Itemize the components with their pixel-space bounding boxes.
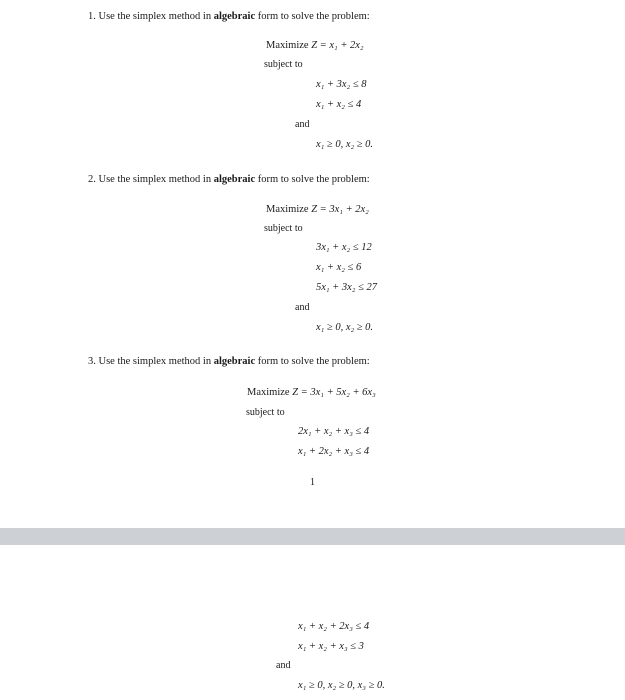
problem-1-and: and — [295, 119, 310, 130]
page-separator — [0, 528, 625, 545]
problem-2-objective-line — [266, 205, 369, 216]
problem-2-maximize: Maximize — [266, 204, 309, 215]
problem-2-intro-before: Use the simplex method in — [98, 174, 212, 185]
problem-3-intro-after: form to solve the problem: — [257, 356, 370, 367]
problem-1-number: 1. — [88, 11, 96, 22]
problem-2-number: 2. — [88, 174, 96, 185]
problem-3-maximize: Maximize — [247, 387, 290, 398]
problem-2-intro-after: form to solve the problem: — [257, 174, 370, 185]
problem-1-constraint: x₁ + x₂ ≤ 4 — [316, 99, 362, 110]
problem-3-and: and — [276, 660, 291, 671]
problem-3-intro-before: Use the simplex method in — [98, 356, 212, 367]
page-number: 1 — [310, 477, 315, 488]
problem-3-constraint: 2x₁ + x₂ + x₃ ≤ 4 — [298, 426, 370, 437]
problem-1-intro-bold: algebraic — [213, 11, 256, 22]
problem-2-and: and — [295, 302, 310, 313]
problem-3-intro-bold: algebraic — [213, 356, 256, 367]
problem-3-constraint: x₁ + x₂ + 2x₃ ≤ 4 — [298, 621, 370, 632]
problem-3-number: 3. — [88, 356, 96, 367]
problem-3-subject-to: subject to — [246, 407, 285, 418]
problem-1-constraint: x₁ + 3x₂ ≤ 8 — [316, 79, 367, 90]
problem-1-maximize: Maximize — [266, 40, 309, 51]
problem-1-intro-after: form to solve the problem: — [257, 11, 370, 22]
problem-1-subject-to: subject to — [264, 59, 303, 70]
problem-1-nonnegativity: x₁ ≥ 0, x₂ ≥ 0. — [316, 139, 374, 150]
problem-3-constraint: x₁ + x₂ + x₃ ≤ 3 — [298, 641, 364, 652]
problem-2-constraint: 5x₁ + 3x₂ ≤ 27 — [316, 282, 377, 293]
problem-3-statement — [88, 357, 370, 368]
problem-3-constraint: x₁ + 2x₂ + x₃ ≤ 4 — [298, 446, 370, 457]
problem-1-statement — [88, 12, 370, 23]
problem-3-nonnegativity: x₁ ≥ 0, x₂ ≥ 0, x₃ ≥ 0. — [298, 680, 385, 691]
problem-2-constraint: x₁ + x₂ ≤ 6 — [316, 262, 362, 273]
problem-1-objective-line — [266, 41, 364, 52]
problem-2-objective: Z = 3x₁ + 2x₂ — [311, 204, 369, 215]
problem-2-constraint: 3x₁ + x₂ ≤ 12 — [316, 242, 372, 253]
document-page-2 — [0, 545, 625, 700]
problem-2-intro-bold: algebraic — [213, 174, 256, 185]
problem-3-objective: Z = 3x₁ + 5x₂ + 6x₃ — [292, 387, 376, 398]
problem-3-objective-line — [247, 388, 376, 399]
problem-2-subject-to: subject to — [264, 223, 303, 234]
problem-2-nonnegativity: x₁ ≥ 0, x₂ ≥ 0. — [316, 322, 374, 333]
problem-2-statement — [88, 175, 370, 186]
problem-1-intro-before: Use the simplex method in — [98, 11, 212, 22]
problem-1-objective: Z = x₁ + 2x₂ — [311, 40, 364, 51]
